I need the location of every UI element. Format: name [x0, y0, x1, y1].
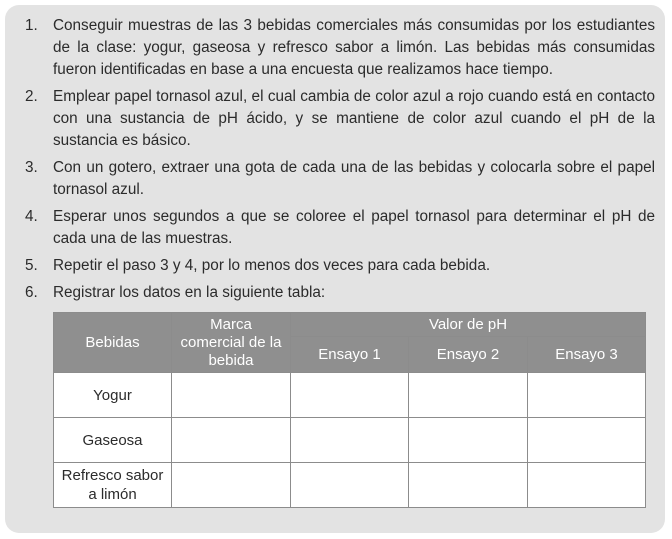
step-text: Conseguir muestras de las 3 bebidas comerciales más consumidas por los estudiantes de la clase: yogur, gaseosa y refresco sabor a limón. Las bebidas más consumidas fueron identificadas en base a una encuesta que realizamos hace tiempo. [53, 17, 655, 78]
step-item [25, 255, 655, 277]
cell-ensayo-1[interactable] [291, 373, 409, 418]
cell-marca[interactable] [172, 373, 291, 418]
cell-bebida: Gaseosa [54, 418, 172, 463]
step-item [25, 15, 655, 81]
cell-bebida: Refresco sabor a limón [54, 463, 172, 508]
header-bebidas: Bebidas [54, 313, 172, 373]
table-row [54, 418, 646, 463]
step-number: 1. [25, 17, 38, 34]
cell-ensayo-3[interactable] [528, 373, 646, 418]
cell-ensayo-2[interactable] [409, 373, 528, 418]
step-text: Registrar los datos en la siguiente tabla: [53, 284, 326, 301]
step-number: 4. [25, 208, 38, 225]
cell-marca[interactable] [172, 418, 291, 463]
cell-ensayo-3[interactable] [528, 463, 646, 508]
steps-list [25, 15, 655, 309]
step-item [25, 157, 655, 201]
cell-bebida: Yogur [54, 373, 172, 418]
step-item [25, 282, 655, 304]
step-number: 3. [25, 159, 38, 176]
step-number: 6. [25, 284, 38, 301]
table-row [54, 373, 646, 418]
cell-ensayo-3[interactable] [528, 418, 646, 463]
step-item [25, 206, 655, 250]
step-number: 2. [25, 88, 38, 105]
header-ensayo-2: Ensayo 2 [409, 337, 528, 373]
cell-ensayo-1[interactable] [291, 463, 409, 508]
header-marca: Marca comercial de la bebida [172, 313, 291, 373]
cell-marca[interactable] [172, 463, 291, 508]
cell-ensayo-2[interactable] [409, 418, 528, 463]
ph-data-table [53, 312, 646, 508]
step-text: Repetir el paso 3 y 4, por lo menos dos veces para cada bebida. [53, 257, 491, 274]
step-text: Con un gotero, extraer una gota de cada una de las bebidas y colocarla sobre el papel tornasol azul. [53, 159, 655, 198]
step-item [25, 86, 655, 152]
header-ensayo-3: Ensayo 3 [528, 337, 646, 373]
step-text: Esperar unos segundos a que se coloree el papel tornasol para determinar el pH de cada una de las muestras. [53, 208, 655, 247]
header-valor-ph: Valor de pH [291, 313, 646, 337]
step-number: 5. [25, 257, 38, 274]
instructions-panel [5, 5, 665, 533]
table-row [54, 463, 646, 508]
cell-ensayo-1[interactable] [291, 418, 409, 463]
cell-ensayo-2[interactable] [409, 463, 528, 508]
header-ensayo-1: Ensayo 1 [291, 337, 409, 373]
step-text: Emplear papel tornasol azul, el cual cambia de color azul a rojo cuando está en contacto con una sustancia de pH ácido, y se mantiene de color azul cuando el pH de la sustancia es básico. [53, 88, 655, 149]
